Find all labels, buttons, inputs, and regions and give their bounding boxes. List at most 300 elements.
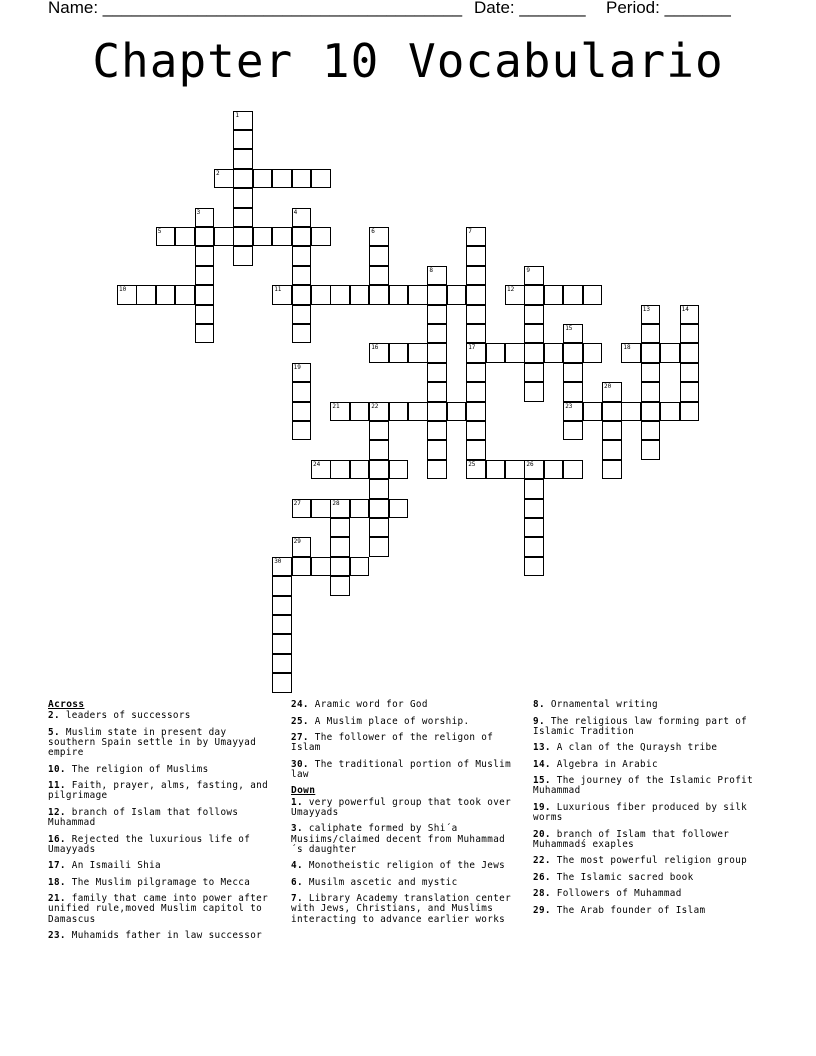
clue-item	[533, 856, 773, 866]
clue-number: 27.	[291, 732, 309, 743]
grid-cell[interactable]	[505, 460, 525, 480]
clue-text: Aramic word for God	[308, 699, 428, 710]
cell-number: 29	[293, 538, 301, 546]
across-heading: Across	[48, 699, 85, 710]
cell-number: 5	[157, 227, 162, 235]
grid-cell[interactable]	[350, 402, 370, 422]
grid-cell[interactable]	[583, 343, 603, 363]
grid-cell[interactable]	[563, 363, 583, 383]
grid-cell[interactable]	[369, 460, 389, 480]
grid-cell[interactable]	[311, 285, 331, 305]
grid-cell[interactable]	[292, 421, 312, 441]
clue-text: very powerful group that took over Umayyads	[291, 796, 512, 818]
grid-cell[interactable]	[563, 382, 583, 402]
clue-item	[291, 878, 516, 888]
puzzle-title: Chapter 10 Vocabulario	[92, 34, 724, 88]
clue-number: 25.	[291, 715, 309, 727]
clue-item	[533, 906, 773, 916]
grid-cell[interactable]	[292, 324, 312, 344]
grid-cell[interactable]	[427, 324, 447, 344]
grid-cell[interactable]	[427, 440, 447, 460]
grid-cell[interactable]	[602, 382, 622, 402]
cell-number: 8	[429, 266, 434, 274]
grid-cell[interactable]	[195, 246, 215, 266]
clue-item	[291, 700, 516, 710]
cell-number: 21	[332, 402, 340, 410]
clue-item	[291, 861, 516, 871]
clue-text: A Muslim place of worship.	[308, 715, 470, 727]
cell-number: 26	[526, 460, 534, 468]
cell-number: 23	[565, 402, 573, 410]
clue-number: 6.	[291, 876, 303, 888]
grid-cell[interactable]	[524, 324, 544, 344]
grid-cell[interactable]	[563, 421, 583, 441]
clue-text: The religious law forming part of Islamic Tradition	[533, 715, 748, 737]
clue-text: A clan of the Quraysh tribe	[550, 742, 718, 754]
grid-cell[interactable]	[233, 208, 253, 228]
grid-cell[interactable]	[660, 343, 680, 363]
cell-number: 18	[623, 344, 631, 352]
cell-number: 13	[642, 305, 651, 313]
grid-cell[interactable]	[583, 285, 603, 305]
clue-text: Ornamental writing	[544, 699, 658, 710]
grid-cell[interactable]	[602, 402, 622, 422]
grid-cell[interactable]	[466, 440, 486, 460]
cell-number: 16	[371, 344, 379, 352]
clue-item	[48, 835, 278, 855]
clue-item	[533, 700, 773, 710]
cell-number: 27	[293, 499, 301, 507]
clue-text: Followers of Muhammad	[550, 888, 682, 900]
grid-cell[interactable]	[641, 382, 661, 402]
cell-number: 3	[196, 208, 201, 216]
clue-number: 7.	[291, 893, 303, 905]
clue-item	[291, 760, 516, 780]
grid-cell[interactable]	[621, 402, 641, 422]
clue-number: 4.	[291, 860, 303, 872]
grid-cell[interactable]	[292, 305, 312, 325]
grid-cell[interactable]	[272, 169, 292, 189]
clue-number: 3.	[291, 823, 303, 835]
grid-cell[interactable]	[466, 305, 486, 325]
grid-cell[interactable]	[292, 363, 312, 383]
clue-item	[48, 931, 278, 941]
clue-text: Algebra in Arabic	[550, 758, 658, 770]
cell-number: 14	[681, 305, 689, 313]
student-info-line	[48, 0, 778, 22]
clue-item	[48, 878, 278, 888]
grid-cell[interactable]	[641, 440, 661, 460]
grid-cell[interactable]	[330, 576, 350, 596]
cell-number: 30	[274, 557, 282, 565]
grid-cell[interactable]	[680, 363, 700, 383]
grid-cell[interactable]	[524, 266, 544, 286]
grid-cell[interactable]	[466, 382, 486, 402]
clue-text: Faith, prayer, alms, fasting, and pilgrimage	[48, 780, 269, 802]
grid-cell[interactable]	[233, 111, 253, 131]
grid-cell[interactable]	[621, 343, 641, 363]
grid-cell[interactable]	[524, 499, 544, 519]
grid-cell[interactable]	[311, 227, 331, 247]
grid-cell[interactable]	[427, 363, 447, 383]
grid-cell[interactable]	[524, 557, 544, 577]
clue-number: 11.	[48, 780, 66, 792]
clue-number: 28.	[533, 888, 551, 900]
grid-cell[interactable]	[524, 382, 544, 402]
grid-cell[interactable]	[680, 305, 700, 325]
clue-number: 19.	[533, 801, 551, 813]
clue-text: Library Academy translation center with Jews, Christians, and Muslims interacting to advance earlier works	[291, 893, 512, 925]
grid-cell[interactable]	[369, 246, 389, 266]
clue-number: 9.	[533, 715, 545, 727]
grid-cell[interactable]	[369, 499, 389, 519]
clues-column-2	[291, 700, 516, 931]
clue-text: Muhamids father in law successor	[65, 930, 263, 942]
grid-cell[interactable]	[563, 324, 583, 344]
clue-text: leaders of successors	[59, 710, 191, 722]
clue-text: The traditional portion of Muslim law	[291, 758, 512, 780]
grid-cell[interactable]	[369, 266, 389, 286]
clue-number: 21.	[48, 893, 66, 905]
clue-number: 20.	[533, 828, 551, 840]
grid-cell[interactable]	[544, 343, 564, 363]
clue-text: family that came into power after unified rule,moved Muslim capitol to Damascus	[48, 893, 269, 925]
grid-cell[interactable]	[389, 285, 409, 305]
clue-item	[48, 765, 278, 775]
grid-cell[interactable]	[680, 402, 700, 422]
grid-cell[interactable]	[524, 285, 544, 305]
clue-item	[533, 760, 773, 770]
grid-cell[interactable]	[641, 305, 661, 325]
grid-cell[interactable]	[195, 266, 215, 286]
grid-cell[interactable]	[292, 227, 312, 247]
grid-cell[interactable]	[583, 402, 603, 422]
period-field-label[interactable]: Period: _______	[606, 0, 731, 17]
grid-cell[interactable]	[641, 363, 661, 383]
clues-column-1	[48, 700, 278, 948]
grid-cell[interactable]	[292, 499, 312, 519]
clue-item	[48, 861, 278, 871]
grid-cell[interactable]	[466, 324, 486, 344]
clue-number: 17.	[48, 860, 66, 872]
grid-cell[interactable]	[427, 421, 447, 441]
cell-number: 20	[604, 383, 612, 391]
grid-cell[interactable]	[369, 402, 389, 422]
grid-cell[interactable]	[214, 169, 234, 189]
grid-cell[interactable]	[292, 246, 312, 266]
clue-text: The Arab founder of Islam	[550, 904, 706, 916]
clue-item	[533, 776, 773, 796]
grid-cell[interactable]	[524, 343, 544, 363]
grid-cell[interactable]	[292, 537, 312, 557]
grid-cell[interactable]	[524, 518, 544, 538]
grid-cell[interactable]	[602, 440, 622, 460]
grid-cell[interactable]	[563, 402, 583, 422]
clue-number: 15.	[533, 775, 551, 787]
clue-item	[48, 808, 278, 828]
clue-number: 1.	[291, 796, 303, 808]
cell-number: 15	[565, 324, 573, 332]
clue-text: An Ismaili Shia	[65, 860, 161, 872]
grid-cell[interactable]	[466, 246, 486, 266]
grid-cell[interactable]	[195, 324, 215, 344]
grid-cell[interactable]	[272, 615, 292, 635]
grid-cell[interactable]	[680, 324, 700, 344]
grid-cell[interactable]	[292, 208, 312, 228]
cell-number: 1	[235, 111, 240, 119]
grid-cell[interactable]	[466, 402, 486, 422]
grid-cell[interactable]	[427, 305, 447, 325]
grid-cell[interactable]	[292, 402, 312, 422]
grid-cell[interactable]	[486, 460, 506, 480]
grid-cell[interactable]	[330, 285, 350, 305]
grid-cell[interactable]	[389, 460, 409, 480]
clue-item	[48, 781, 278, 801]
grid-cell[interactable]	[505, 343, 525, 363]
clue-item	[533, 803, 773, 823]
grid-cell[interactable]	[447, 285, 467, 305]
cell-number: 2	[216, 169, 220, 177]
grid-cell[interactable]	[272, 227, 292, 247]
grid-cell[interactable]	[272, 576, 292, 596]
cell-number: 25	[468, 460, 476, 468]
grid-cell[interactable]	[466, 363, 486, 383]
grid-cell[interactable]	[233, 227, 253, 247]
clue-text: Muslim state in present day southern Spain settle in by Umayyad empire	[48, 726, 257, 759]
clue-item	[291, 894, 516, 925]
clues-column-3	[533, 700, 773, 922]
grid-cell[interactable]	[311, 169, 331, 189]
grid-cell[interactable]	[680, 343, 700, 363]
date-field-label[interactable]: Date: _______	[474, 0, 586, 17]
clue-text: The Islamic sacred book	[550, 871, 694, 883]
cell-number: 11	[274, 286, 282, 294]
grid-cell[interactable]	[660, 402, 680, 422]
grid-cell[interactable]	[427, 460, 447, 480]
grid-cell[interactable]	[292, 266, 312, 286]
grid-cell[interactable]	[563, 343, 583, 363]
grid-cell[interactable]	[524, 305, 544, 325]
grid-cell[interactable]	[524, 460, 544, 480]
grid-cell[interactable]	[369, 343, 389, 363]
cell-number: 28	[332, 499, 340, 507]
grid-cell[interactable]	[369, 537, 389, 557]
grid-cell[interactable]	[369, 479, 389, 499]
clue-text: The follower of the religon of Islam	[291, 732, 494, 754]
grid-cell[interactable]	[389, 402, 409, 422]
grid-cell[interactable]	[330, 557, 350, 577]
grid-cell[interactable]	[466, 266, 486, 286]
clue-text: branch of Islam that follower Muhammadś exaples	[533, 828, 730, 850]
grid-cell[interactable]	[369, 227, 389, 247]
clue-number: 5.	[48, 726, 60, 738]
grid-cell[interactable]	[292, 285, 312, 305]
clue-item	[291, 717, 516, 727]
clue-item	[48, 894, 278, 925]
clue-text: The journey of the Islamic Profit Muhammad	[533, 775, 754, 797]
clue-number: 22.	[533, 855, 551, 867]
grid-cell[interactable]	[427, 382, 447, 402]
down-heading: Down	[291, 785, 316, 797]
grid-cell[interactable]	[350, 285, 370, 305]
grid-cell[interactable]	[311, 460, 331, 480]
grid-cell[interactable]	[292, 382, 312, 402]
clue-number: 13.	[533, 742, 551, 754]
grid-cell[interactable]	[195, 305, 215, 325]
name-field-label[interactable]: Name: ______________________________________	[48, 0, 463, 17]
grid-cell[interactable]	[427, 285, 447, 305]
grid-cell[interactable]	[272, 557, 292, 577]
grid-cell[interactable]	[641, 343, 661, 363]
clue-item	[48, 728, 278, 759]
grid-cell[interactable]	[408, 402, 428, 422]
clue-item	[533, 830, 773, 850]
grid-cell[interactable]	[641, 421, 661, 441]
grid-cell[interactable]	[369, 518, 389, 538]
grid-cell[interactable]	[350, 460, 370, 480]
cell-number: 7	[468, 227, 472, 235]
cell-number: 9	[526, 266, 531, 274]
grid-cell[interactable]	[544, 285, 564, 305]
grid-cell[interactable]	[175, 285, 195, 305]
grid-cell[interactable]	[156, 285, 176, 305]
clue-number: 8.	[533, 699, 545, 710]
grid-cell[interactable]	[272, 634, 292, 654]
grid-cell[interactable]	[292, 557, 312, 577]
grid-cell[interactable]	[563, 285, 583, 305]
grid-cell[interactable]	[117, 285, 137, 305]
grid-cell[interactable]	[447, 402, 467, 422]
grid-cell[interactable]	[466, 421, 486, 441]
clue-number: 12.	[48, 806, 66, 818]
clue-text: Luxurious fiber produced by silk worms	[533, 801, 748, 824]
grid-cell[interactable]	[233, 246, 253, 266]
clue-number: 29.	[533, 904, 551, 916]
clue-item	[533, 873, 773, 883]
grid-cell[interactable]	[408, 285, 428, 305]
grid-cell[interactable]	[641, 402, 661, 422]
cell-number: 24	[313, 460, 321, 468]
clue-number: 14.	[533, 758, 551, 770]
grid-cell[interactable]	[233, 169, 253, 189]
clue-text: branch of Islam that follows Muhammad	[48, 806, 239, 829]
grid-cell[interactable]	[350, 499, 370, 519]
clue-item	[48, 711, 278, 721]
grid-cell[interactable]	[544, 460, 564, 480]
grid-cell[interactable]	[195, 227, 215, 247]
grid-cell[interactable]	[272, 596, 292, 616]
grid-cell[interactable]	[233, 188, 253, 208]
cell-number: 12	[507, 286, 515, 294]
cell-number: 6	[371, 227, 375, 235]
grid-cell[interactable]	[195, 285, 215, 305]
grid-cell[interactable]	[524, 363, 544, 383]
grid-cell[interactable]	[136, 285, 156, 305]
grid-cell[interactable]	[563, 460, 583, 480]
grid-cell[interactable]	[233, 149, 253, 169]
grid-cell[interactable]	[602, 460, 622, 480]
clue-item	[291, 824, 516, 855]
grid-cell[interactable]	[272, 285, 292, 305]
cell-number: 4	[293, 208, 298, 216]
clue-text: caliphate formed by Shi´a Musiims/claimed decent from Muhammad´s daughter	[291, 823, 506, 855]
cell-number: 22	[371, 402, 379, 410]
clue-text: Rejected the luxurious life of Umayyads	[48, 833, 251, 855]
clue-number: 24.	[291, 699, 309, 710]
grid-cell[interactable]	[330, 499, 350, 519]
grid-cell[interactable]	[214, 227, 234, 247]
grid-cell[interactable]	[505, 285, 525, 305]
grid-cell[interactable]	[427, 343, 447, 363]
grid-cell[interactable]	[641, 324, 661, 344]
grid-cell[interactable]	[272, 654, 292, 674]
grid-cell[interactable]	[253, 227, 273, 247]
grid-cell[interactable]	[311, 557, 331, 577]
grid-cell[interactable]	[272, 673, 292, 693]
grid-cell[interactable]	[369, 285, 389, 305]
grid-cell[interactable]	[330, 537, 350, 557]
grid-cell[interactable]	[330, 402, 350, 422]
clue-number: 18.	[48, 876, 66, 888]
grid-cell[interactable]	[369, 440, 389, 460]
grid-cell[interactable]	[466, 285, 486, 305]
grid-cell[interactable]	[292, 169, 312, 189]
grid-cell[interactable]	[466, 343, 486, 363]
clue-number: 30.	[291, 758, 309, 770]
clue-number: 23.	[48, 930, 66, 942]
grid-cell[interactable]	[389, 343, 409, 363]
clue-text: Monotheistic religion of the Jews	[302, 860, 506, 872]
clue-number: 10.	[48, 763, 66, 775]
grid-cell[interactable]	[311, 499, 331, 519]
clue-text: The most powerful religion group	[550, 855, 748, 867]
clue-item	[533, 743, 773, 753]
grid-cell[interactable]	[233, 130, 253, 150]
grid-cell[interactable]	[524, 537, 544, 557]
clue-number: 26.	[533, 871, 551, 883]
grid-cell[interactable]	[253, 169, 273, 189]
cell-number: 19	[293, 363, 301, 371]
grid-cell[interactable]	[330, 460, 350, 480]
grid-cell[interactable]	[195, 208, 215, 228]
clue-number: 2.	[48, 710, 60, 722]
grid-cell[interactable]	[175, 227, 195, 247]
clue-text: The religion of Muslims	[65, 763, 209, 775]
grid-cell[interactable]	[389, 499, 409, 519]
grid-cell[interactable]	[350, 557, 370, 577]
clue-number: 16.	[48, 833, 66, 845]
grid-cell[interactable]	[524, 479, 544, 499]
grid-cell[interactable]	[408, 343, 428, 363]
grid-cell[interactable]	[602, 421, 622, 441]
grid-cell[interactable]	[466, 460, 486, 480]
clue-text: Musilm ascetic and mystic	[302, 876, 458, 888]
cell-number: 17	[468, 344, 476, 352]
grid-cell[interactable]	[156, 227, 176, 247]
grid-cell[interactable]	[330, 518, 350, 538]
clue-item	[533, 889, 773, 899]
grid-cell[interactable]	[466, 227, 486, 247]
cell-number: 10	[119, 286, 127, 294]
clue-text: The Muslim pilgramage to Mecca	[65, 876, 251, 888]
grid-cell[interactable]	[680, 382, 700, 402]
grid-cell[interactable]	[486, 343, 506, 363]
grid-cell[interactable]	[427, 266, 447, 286]
grid-cell[interactable]	[427, 402, 447, 422]
grid-cell[interactable]	[369, 421, 389, 441]
clue-item	[291, 798, 516, 818]
clue-item	[291, 733, 516, 753]
